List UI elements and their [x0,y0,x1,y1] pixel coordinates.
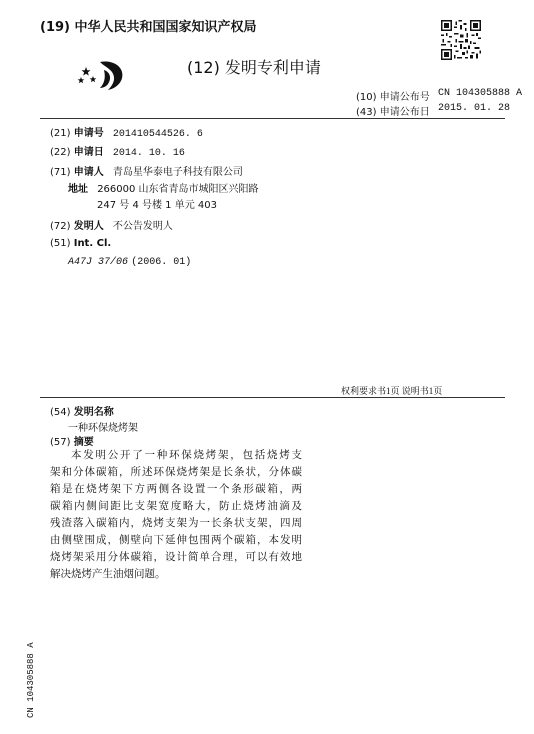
section-divider [40,397,505,398]
address-line-2: 247 号 4 号楼 1 单元 403 [97,200,217,211]
application-date-row [50,143,185,159]
abstract-line: 由侧壁围成，侧壁向下延伸包围两个碳箱，本发明 [50,534,302,546]
application-number-row [50,124,203,140]
field-code: (54) [50,407,71,418]
applicant-name: 青岛星华泰电子科技有限公司 [112,167,243,178]
field-code: (51) [50,238,71,249]
office-name: (19) 中华人民共和国国家知识产权局 [40,20,257,35]
intcl-row [50,238,117,249]
field-label: 申请人 [73,167,104,178]
publication-date: 2015. 01. 28 [438,103,511,114]
application-date: 2014. 10. 16 [112,148,185,159]
field-label: 地址 [68,184,88,195]
abstract-line: 解决烧烤产生油烟问题。 [50,568,166,580]
field-label: 发明人 [73,221,104,232]
invention-title: 一种环保烧烤架 [68,423,138,434]
publication-date-label: (43) 申请公布日 [356,107,430,118]
document-type-title: (12) 发明专利申请 [187,58,321,77]
abstract-line: 碳箱内侧间距比支架宽度略大，防止烧烤油滴及 [50,500,302,512]
abstract-line: 烧烤架采用分体碳箱，设计简单合理，可以有效地 [50,551,302,563]
publication-number-label: (10) 申请公布号 [356,92,430,103]
field-label: Int. Cl. [73,238,112,249]
field-code: (72) [50,221,71,232]
publication-number: CN 104305888 A [438,88,523,99]
abstract-line: 残渣落入碳箱内，烧烤支架为一长条状支架，四周 [50,517,302,529]
field-label: 摘要 [73,437,94,448]
field-label: 申请号 [73,128,104,139]
header-divider [40,118,505,119]
abstract-line: 架和分体碳箱，所述环保烧烤架是长条状，分体碳 [50,466,302,478]
inventor-name: 不公告发明人 [112,221,173,232]
application-number: 201410544526. 6 [112,129,203,140]
field-label: 申请日 [73,147,104,158]
address-line-1: 266000 山东省青岛市城阳区兴阳路 [97,184,259,195]
abstract-line: 本发明公开了一种环保烧烤架，包括烧烤支 [71,449,302,461]
abstract-heading [50,433,100,448]
inventor-row [50,217,173,232]
page-counts: 权利要求书1页 说明书1页 [341,386,443,396]
field-label: 发明名称 [73,407,114,418]
field-code: (57) [50,437,71,448]
side-publication-number: CN 104305888 A [26,642,36,718]
applicant-row [50,163,243,178]
classification-year: (2006. 01) [131,257,192,268]
classification-code: A47J 37/06 [68,257,129,268]
field-code: (71) [50,167,71,178]
intcl-classification [68,256,191,268]
qr-code-icon [441,20,481,60]
invention-title-heading [50,403,120,418]
abstract-line: 箱是在烧烤架下方两侧各设置一个条形碳箱，两 [50,483,302,495]
field-code: (22) [50,147,71,158]
abstract-text [50,447,302,583]
address-row [68,180,259,195]
patent-office-emblem-icon [74,58,134,92]
field-code: (21) [50,128,71,139]
